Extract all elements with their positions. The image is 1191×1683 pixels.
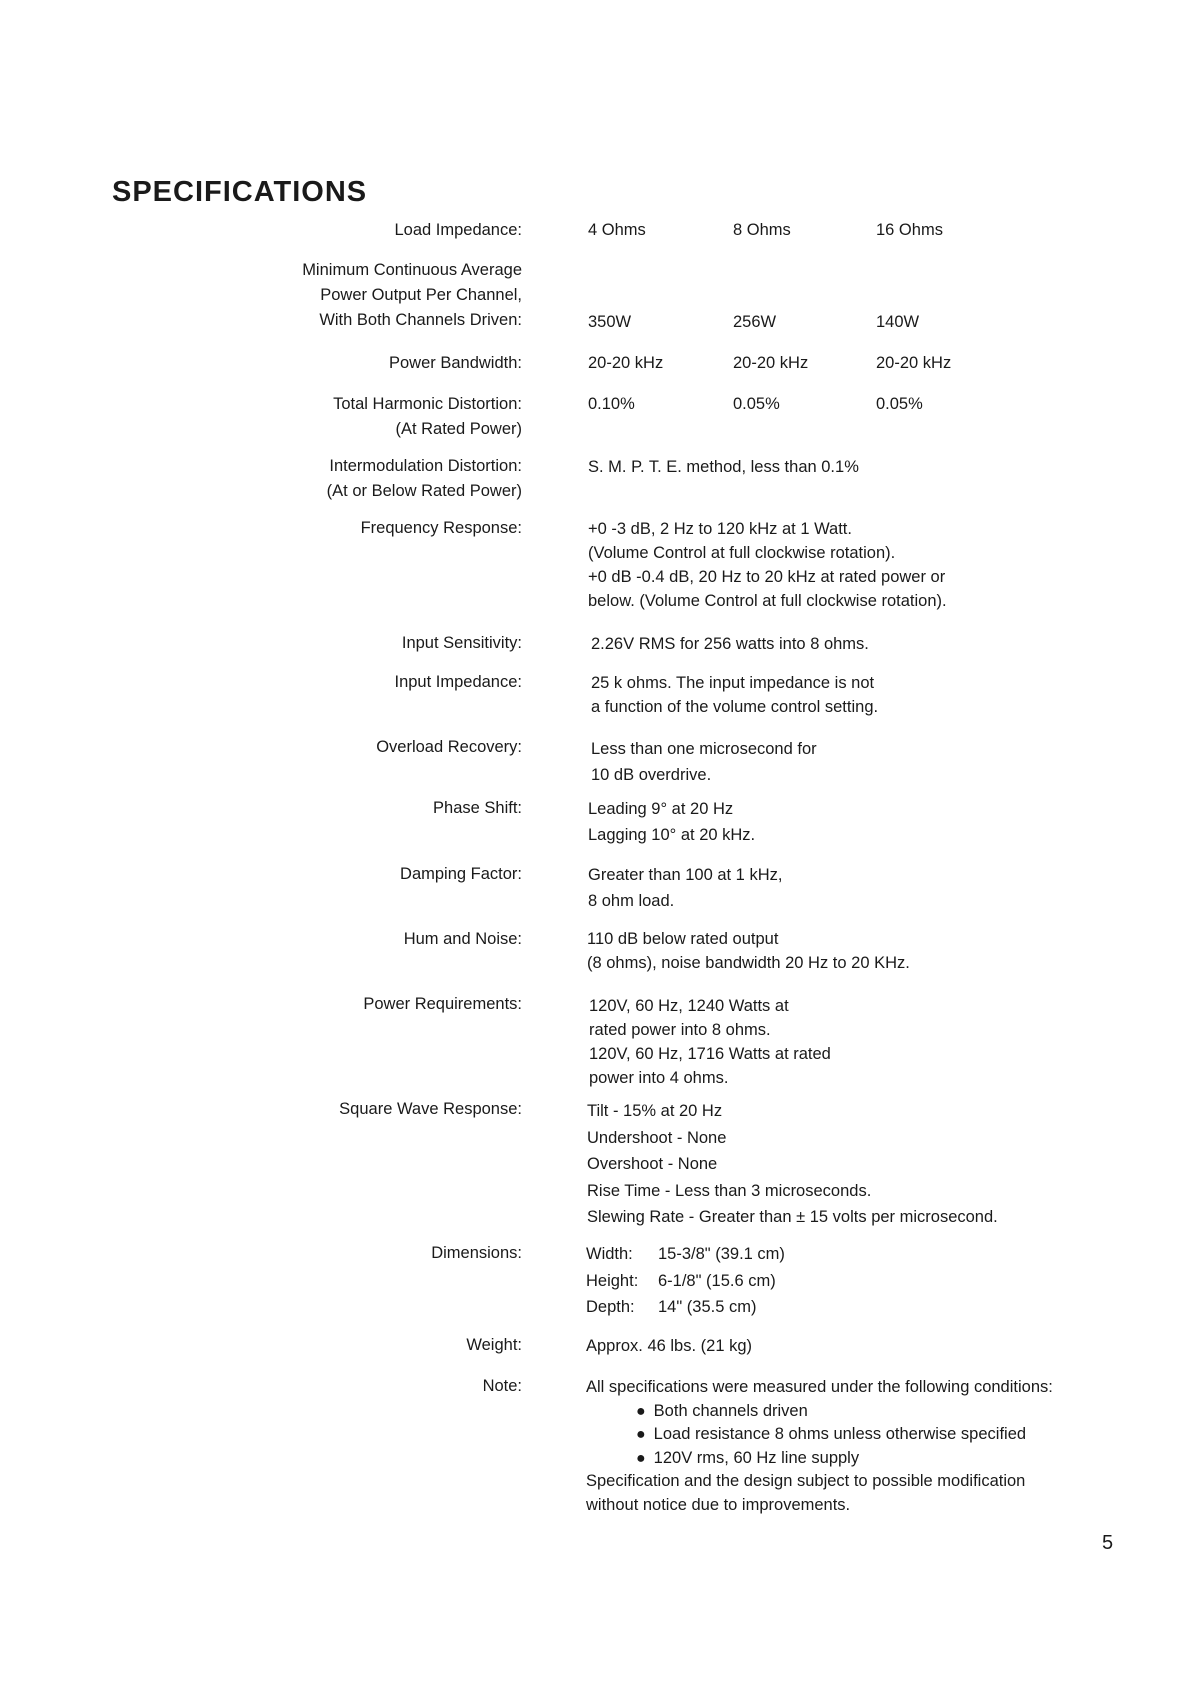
value-line: power into 4 ohms. — [589, 1069, 729, 1087]
bullet-icon: ● — [636, 1402, 646, 1420]
value-line: Less than one microsecond for — [591, 740, 817, 758]
note-bullet — [586, 1447, 1053, 1471]
value-line: (Volume Control at full clockwise rotation). — [588, 544, 896, 562]
note-bullet-text: Both channels driven — [653, 1401, 808, 1420]
note-outro-line: Specification and the design subject to possible modification — [586, 1472, 1026, 1490]
note-bullet — [586, 1423, 1053, 1447]
thd-label — [333, 392, 522, 442]
value-line: 25 k ohms. The input impedance is not — [591, 674, 875, 692]
imd-label — [327, 454, 522, 504]
dimension-row — [586, 1241, 785, 1268]
value-line: +0 dB -0.4 dB, 20 Hz to 20 kHz at rated power or — [588, 568, 946, 586]
overload-recovery-label: Overload Recovery: — [376, 738, 522, 756]
power-bandwidth-8ohm: 20-20 kHz — [733, 354, 809, 372]
dimension-row — [586, 1268, 785, 1295]
page-number: 5 — [1102, 1532, 1114, 1554]
value-line: Slewing Rate - Greater than ± 15 volts per microsecond. — [587, 1208, 998, 1226]
label-line: Minimum Continuous Average — [302, 261, 522, 279]
load-impedance-col-2: 8 Ohms — [733, 221, 791, 239]
page-title: SPECIFICATIONS — [112, 176, 368, 208]
note-outro-line: without notice due to improvements. — [586, 1495, 851, 1514]
damping-factor-label: Damping Factor: — [400, 865, 522, 883]
input-sensitivity-label: Input Sensitivity: — [401, 634, 522, 652]
power-bandwidth-4ohm: 20-20 kHz — [588, 354, 664, 372]
phase-shift-value — [588, 796, 755, 848]
load-impedance-label: Load Impedance: — [394, 221, 522, 239]
value-line: a function of the volume control setting. — [591, 698, 879, 716]
damping-factor-value — [588, 862, 782, 914]
power-output-label — [302, 258, 522, 333]
weight-label: Weight: — [466, 1336, 522, 1354]
note-label: Note: — [482, 1377, 522, 1395]
label-line: With Both Channels Driven: — [319, 311, 522, 329]
value-line: below. (Volume Control at full clockwise rotation). — [588, 592, 947, 610]
power-requirements-label: Power Requirements: — [363, 995, 522, 1013]
phase-shift-label: Phase Shift: — [433, 799, 522, 817]
value-line: 110 dB below rated output — [587, 930, 779, 948]
value-line: 8 ohm load. — [588, 892, 675, 910]
dimension-value: 15-3/8" (39.1 cm) — [658, 1245, 785, 1263]
value-line: Lagging 10° at 20 kHz. — [588, 826, 756, 844]
bullet-icon: ● — [636, 1449, 646, 1467]
power-bandwidth-16ohm: 20-20 kHz — [876, 354, 952, 372]
label-line: (At or Below Rated Power) — [326, 482, 522, 500]
value-line: Greater than 100 at 1 kHz, — [588, 866, 783, 884]
bullet-icon: ● — [636, 1426, 646, 1443]
weight-value: Approx. 46 lbs. (21 kg) — [586, 1337, 752, 1355]
power-output-16ohm: 140W — [876, 313, 920, 331]
overload-recovery-value — [591, 736, 817, 788]
label-line: (At Rated Power) — [395, 420, 522, 438]
thd-8ohm: 0.05% — [733, 395, 780, 413]
dimension-key: Depth: — [586, 1298, 635, 1316]
input-sensitivity-value: 2.26V RMS for 256 watts into 8 ohms. — [591, 635, 869, 653]
value-line: 120V, 60 Hz, 1240 Watts at — [589, 997, 789, 1015]
label-line: Power Output Per Channel, — [320, 286, 522, 304]
dimensions-label: Dimensions: — [431, 1244, 522, 1262]
imd-value: S. M. P. T. E. method, less than 0.1% — [588, 458, 859, 476]
load-impedance-col-1: 4 Ohms — [588, 221, 646, 239]
value-line: Undershoot - None — [587, 1128, 727, 1147]
note-value — [586, 1376, 1053, 1517]
hum-noise-value — [587, 927, 910, 975]
dimension-value: 14" (35.5 cm) — [658, 1298, 757, 1316]
hum-noise-label: Hum and Noise: — [403, 930, 522, 948]
value-line: 120V, 60 Hz, 1716 Watts at rated — [589, 1045, 831, 1063]
square-wave-label: Square Wave Response: — [339, 1100, 522, 1118]
load-impedance-col-3: 16 Ohms — [876, 221, 943, 239]
thd-16ohm: 0.05% — [876, 395, 923, 413]
thd-4ohm: 0.10% — [588, 395, 635, 413]
input-impedance-value — [591, 671, 878, 719]
note-bullet-text: Load resistance 8 ohms unless otherwise specified — [653, 1425, 1027, 1443]
note-bullet-text: 120V rms, 60 Hz line supply — [653, 1448, 860, 1467]
dimension-key: Width: — [586, 1245, 633, 1263]
power-bandwidth-label: Power Bandwidth: — [389, 354, 522, 372]
label-line: Intermodulation Distortion: — [329, 457, 522, 475]
value-line: 10 dB overdrive. — [591, 766, 712, 784]
power-output-8ohm: 256W — [733, 313, 777, 331]
value-line: +0 -3 dB, 2 Hz to 120 kHz at 1 Watt. — [588, 520, 852, 538]
frequency-response-value — [588, 517, 947, 613]
power-output-4ohm: 350W — [588, 313, 632, 331]
value-line: Rise Time - Less than 3 microseconds. — [587, 1181, 872, 1200]
value-line: Tilt - 15% at 20 Hz — [587, 1102, 723, 1120]
dimension-row — [586, 1294, 785, 1321]
input-impedance-label: Input Impedance: — [394, 673, 522, 691]
label-line: Total Harmonic Distortion: — [333, 395, 522, 413]
square-wave-value — [587, 1098, 998, 1231]
dimension-key: Height: — [586, 1271, 639, 1290]
value-line: rated power into 8 ohms. — [589, 1021, 771, 1039]
frequency-response-label: Frequency Response: — [360, 519, 522, 537]
dimension-value: 6-1/8" (15.6 cm) — [658, 1271, 776, 1290]
power-requirements-value — [589, 994, 831, 1090]
value-line: (8 ohms), noise bandwidth 20 Hz to 20 KHz. — [587, 954, 910, 972]
dimensions-value — [586, 1241, 785, 1321]
value-line: Leading 9° at 20 Hz — [588, 800, 734, 818]
note-intro: All specifications were measured under the following conditions: — [586, 1378, 1053, 1396]
value-line: Overshoot - None — [587, 1155, 718, 1173]
note-bullet — [586, 1400, 1053, 1424]
